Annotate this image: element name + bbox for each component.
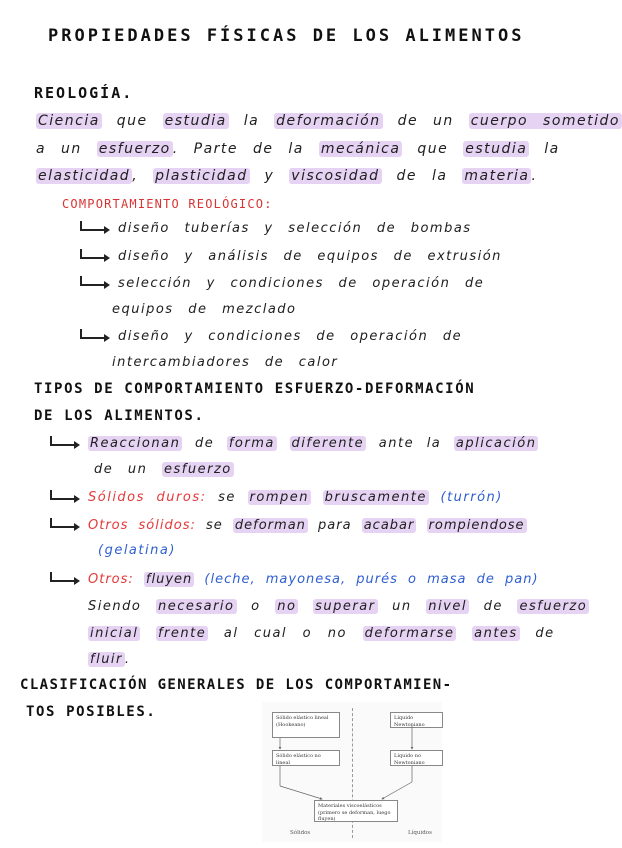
list-item-continuation: equipos de mezclado: [112, 302, 297, 317]
list-item-continuation: intercambiadores de calor: [112, 355, 339, 370]
section-heading-tipos: TIPOS DE COMPORTAMIENTO ESFUERZO-DEFORMACIÓN: [34, 381, 476, 397]
arrow-icon: [80, 251, 110, 263]
section-heading-reologia: REOLOGÍA.: [34, 84, 134, 102]
example-gelatina: (gelatina): [98, 543, 176, 558]
arrow-icon: [80, 223, 110, 235]
reologia-line-2: a un esfuerzo . Parte de la mecánica que estudia la: [36, 141, 560, 157]
tipos-bullet-1-cont: de un esfuerzo: [94, 462, 232, 477]
diagram-box-liquido-no-newtoniano: Líquido no Newtoniano: [390, 750, 443, 766]
tipos-bullet-4-line-4: fluir .: [90, 652, 131, 667]
reologia-line-1: Ciencia que estudia la deformación de un cuerpo sometido: [38, 113, 621, 129]
list-item: selección y condiciones de operación de: [80, 276, 484, 291]
arrow-icon: [80, 278, 110, 290]
arrow-icon: [50, 574, 80, 586]
diagram-label-solidos: Sólidos: [290, 830, 311, 836]
tipos-bullet-4-line-2: Siendo necesario o no superar un nivel de esfuerzo: [88, 599, 588, 614]
diagram-box-viscoelasticos: Materiales viscoelásticos (primero se deforman, luego fluyen): [314, 800, 398, 822]
arrow-icon: [50, 520, 80, 532]
section-heading-clasificacion-cont: TOS POSIBLES.: [26, 704, 157, 720]
section-heading-tipos-cont: DE LOS ALIMENTOS.: [34, 408, 205, 424]
tipos-bullet-1: Reaccionan de forma diferente ante la aplicación: [50, 436, 538, 451]
diagram-box-liquido-newtoniano: Líquido Newtoniano: [390, 712, 443, 728]
reologia-line-3: elasticidad , plasticidad y viscosidad de la materia .: [38, 168, 538, 184]
list-item: diseño y condiciones de operación de: [80, 329, 462, 344]
diagram-box-solido-lineal: Sólido elástico lineal (Hookeano): [272, 712, 340, 738]
diagram-arrows: [262, 702, 442, 842]
diagram-label-liquidos: Líquidos: [408, 830, 432, 836]
list-item: diseño tuberías y selección de bombas: [80, 221, 472, 236]
subheading-comportamiento-reologico: COMPORTAMIENTO REOLÓGICO:: [62, 197, 273, 211]
list-item: diseño y análisis de equipos de extrusión: [80, 249, 502, 264]
arrow-icon: [80, 331, 110, 343]
tipos-bullet-2: Sólidos duros: se rompen bruscamente (turrón): [50, 490, 503, 505]
section-heading-clasificacion: CLASIFICACIÓN GENERALES DE LOS COMPORTAMIEN-: [20, 677, 453, 693]
diagram-box-solido-no-lineal: Sólido elástico no lineal: [272, 750, 340, 766]
arrow-icon: [50, 438, 80, 450]
page-title: PROPIEDADES FÍSICAS DE LOS ALIMENTOS: [48, 26, 525, 46]
tipos-bullet-4-line-3: inicial frente al cual o no deformarse antes de: [90, 626, 555, 641]
tipos-bullet-3: Otros sólidos: se deforman para acabar rompiendose: [50, 518, 527, 533]
classification-diagram: [262, 702, 442, 842]
tipos-bullet-4: Otros: fluyen (leche, mayonesa, purés o masa de pan): [50, 572, 539, 587]
arrow-icon: [50, 492, 80, 504]
